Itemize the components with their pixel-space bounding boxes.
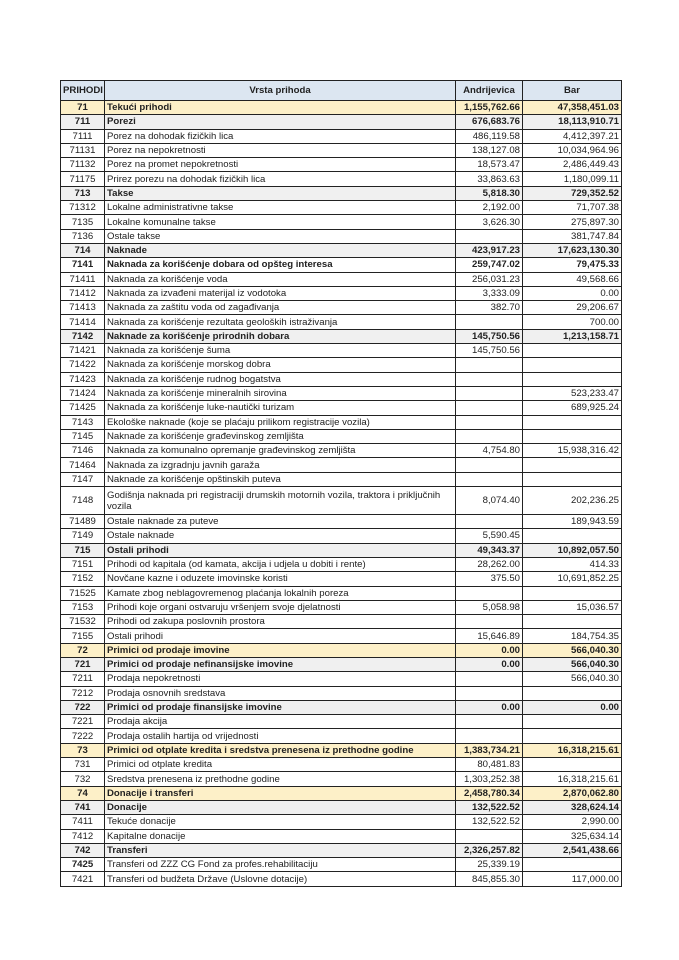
row-code: 732 [61,772,105,786]
row-description: Porezi [105,115,456,129]
row-bar [523,415,622,429]
table-row [61,401,622,415]
row-bar: 17,623,130.30 [523,243,622,257]
row-description: Novčane kazne i oduzete imovinske koristi [105,572,456,586]
row-andrijevica: 0.00 [456,657,523,671]
row-description: Prodaja akcija [105,715,456,729]
table-row [61,458,622,472]
row-code: 7425 [61,858,105,872]
table-row [61,786,622,800]
table-row [61,515,622,529]
row-code: 7152 [61,572,105,586]
row-bar [523,344,622,358]
row-description: Naknada za korišćenje voda [105,272,456,286]
row-bar: 700.00 [523,315,622,329]
row-description: Ostali prihodi [105,543,456,557]
row-description: Lokalne komunalne takse [105,215,456,229]
table-row [61,615,622,629]
row-description: Tekuće donacije [105,815,456,829]
row-bar: 566,040.30 [523,643,622,657]
row-andrijevica [456,829,523,843]
row-description: Naknade za korišćenje građevinskog zemljišta [105,429,456,443]
row-description: Primici od prodaje nefinansijske imovine [105,657,456,671]
row-bar: 381,747.84 [523,229,622,243]
row-bar: 4,412,397.21 [523,129,622,143]
row-code: 71413 [61,301,105,315]
row-description: Naknada za izgradnju javnih garaža [105,458,456,472]
table-row [61,758,622,772]
row-bar: 523,233.47 [523,386,622,400]
table-row [61,672,622,686]
row-description: Prihodi koje organi ostvaruju vršenjem svoje djelatnosti [105,600,456,614]
row-bar [523,729,622,743]
row-bar: 16,318,215.61 [523,743,622,757]
row-andrijevica [456,672,523,686]
table-row [61,344,622,358]
header-code: PRIHODI [61,81,105,101]
row-code: 7142 [61,329,105,343]
row-bar [523,858,622,872]
row-andrijevica [456,372,523,386]
table-row [61,143,622,157]
row-description: Primici od prodaje imovine [105,643,456,657]
row-code: 71312 [61,201,105,215]
row-andrijevica: 1,383,734.21 [456,743,523,757]
row-bar: 414.33 [523,557,622,571]
row-andrijevica: 138,127.08 [456,143,523,157]
row-andrijevica: 145,750.56 [456,329,523,343]
row-description: Ekološke naknade (koje se plaćaju prilikom registracije vozila) [105,415,456,429]
row-andrijevica: 423,917.23 [456,243,523,257]
row-andrijevica [456,515,523,529]
row-description: Ostale naknade [105,529,456,543]
table-row [61,386,622,400]
row-bar: 1,180,099.11 [523,172,622,186]
row-code: 7148 [61,487,105,515]
row-andrijevica: 3,333.09 [456,286,523,300]
row-code: 722 [61,700,105,714]
row-bar: 2,990.00 [523,815,622,829]
row-bar [523,686,622,700]
table-row [61,843,622,857]
row-andrijevica: 132,522.52 [456,800,523,814]
table-row [61,372,622,386]
table-row [61,429,622,443]
row-code: 7147 [61,472,105,486]
table-row [61,243,622,257]
header-andrijevica: Andrijevica [456,81,523,101]
row-code: 711 [61,115,105,129]
table-row [61,186,622,200]
row-bar [523,529,622,543]
row-andrijevica: 18,573.47 [456,158,523,172]
row-code: 71425 [61,401,105,415]
table-row [61,657,622,671]
table-row [61,629,622,643]
row-description: Kamate zbog neblagovremenog plaćanja lokalnih poreza [105,586,456,600]
row-description: Naknada za korišćenje rudnog bogatstva [105,372,456,386]
table-row [61,729,622,743]
row-andrijevica: 0.00 [456,643,523,657]
row-description: Naknada za korišćenje rezultata geoloških istraživanja [105,315,456,329]
row-code: 7155 [61,629,105,643]
row-description: Ostale takse [105,229,456,243]
table-row [61,129,622,143]
table-row [61,229,622,243]
table-row [61,329,622,343]
table-row [61,715,622,729]
row-bar: 15,938,316.42 [523,444,622,458]
row-description: Kapitalne donacije [105,829,456,843]
table-header [61,81,622,101]
row-code: 7421 [61,872,105,886]
row-bar [523,458,622,472]
row-code: 7412 [61,829,105,843]
row-bar [523,586,622,600]
row-andrijevica: 256,031.23 [456,272,523,286]
row-code: 74 [61,786,105,800]
row-bar [523,429,622,443]
row-andrijevica: 28,262.00 [456,557,523,571]
table-row [61,557,622,571]
row-description: Tekući prihodi [105,101,456,115]
row-bar: 2,486,449.43 [523,158,622,172]
row-bar: 1,213,158.71 [523,329,622,343]
row-bar: 729,352.52 [523,186,622,200]
row-andrijevica: 2,458,780.34 [456,786,523,800]
table-row [61,472,622,486]
row-description: Donacije i transferi [105,786,456,800]
row-bar: 10,892,057.50 [523,543,622,557]
row-code: 71422 [61,358,105,372]
table-row [61,858,622,872]
row-andrijevica: 25,339.19 [456,858,523,872]
row-description: Prihodi od kapitala (od kamata, akcija i udjela u dobiti i rente) [105,557,456,571]
row-code: 7221 [61,715,105,729]
table-row [61,829,622,843]
row-andrijevica: 15,646.89 [456,629,523,643]
row-bar: 117,000.00 [523,872,622,886]
row-bar: 275,897.30 [523,215,622,229]
row-code: 71131 [61,143,105,157]
row-andrijevica [456,586,523,600]
row-code: 71489 [61,515,105,529]
row-code: 71412 [61,286,105,300]
row-bar: 2,541,438.66 [523,843,622,857]
table-row [61,286,622,300]
table-body [61,101,622,887]
row-andrijevica: 382.70 [456,301,523,315]
row-bar: 79,475.33 [523,258,622,272]
row-description: Naknada za korišćenje morskog dobra [105,358,456,372]
row-description: Naknada za zaštitu voda od zagađivanja [105,301,456,315]
revenue-table [60,80,622,887]
row-description: Primici od otplate kredita [105,758,456,772]
row-bar: 0.00 [523,700,622,714]
table-row [61,444,622,458]
row-code: 731 [61,758,105,772]
row-code: 7149 [61,529,105,543]
row-description: Naknade za korišćenje prirodnih dobara [105,329,456,343]
table-row [61,772,622,786]
row-bar: 689,925.24 [523,401,622,415]
row-code: 71414 [61,315,105,329]
row-code: 7146 [61,444,105,458]
row-andrijevica: 676,683.76 [456,115,523,129]
row-bar: 328,624.14 [523,800,622,814]
table-row [61,686,622,700]
row-bar [523,372,622,386]
row-andrijevica [456,429,523,443]
row-description: Prirez porezu na dohodak fizičkih lica [105,172,456,186]
row-code: 713 [61,186,105,200]
row-code: 71532 [61,615,105,629]
row-andrijevica: 5,818.30 [456,186,523,200]
row-description: Naknada za korišćenje luke-nautički turizam [105,401,456,415]
row-andrijevica: 8,074.40 [456,487,523,515]
row-andrijevica: 2,326,257.82 [456,843,523,857]
row-bar: 29,206.67 [523,301,622,315]
row-code: 721 [61,657,105,671]
row-andrijevica: 145,750.56 [456,344,523,358]
row-description: Transferi [105,843,456,857]
row-code: 7111 [61,129,105,143]
row-code: 71411 [61,272,105,286]
row-code: 7135 [61,215,105,229]
row-andrijevica: 2,192.00 [456,201,523,215]
row-bar: 202,236.25 [523,487,622,515]
row-andrijevica [456,458,523,472]
row-description: Prodaja nepokretnosti [105,672,456,686]
row-andrijevica [456,415,523,429]
row-code: 715 [61,543,105,557]
row-andrijevica: 80,481.83 [456,758,523,772]
row-description: Prodaja ostalih hartija od vrijednosti [105,729,456,743]
row-code: 71525 [61,586,105,600]
row-andrijevica [456,472,523,486]
row-description: Porez na nepokretnosti [105,143,456,157]
row-andrijevica: 1,303,252.38 [456,772,523,786]
row-code: 714 [61,243,105,257]
table-row [61,258,622,272]
row-andrijevica: 5,590.45 [456,529,523,543]
row-description: Takse [105,186,456,200]
row-andrijevica [456,715,523,729]
row-description: Porez na promet nepokretnosti [105,158,456,172]
table-row [61,743,622,757]
row-description: Lokalne administrativne takse [105,201,456,215]
row-bar [523,358,622,372]
row-andrijevica: 33,863.63 [456,172,523,186]
row-code: 71132 [61,158,105,172]
row-andrijevica [456,386,523,400]
table-row [61,815,622,829]
header-desc: Vrsta prihoda [105,81,456,101]
row-bar: 10,034,964.96 [523,143,622,157]
table-row [61,872,622,886]
row-bar: 16,318,215.61 [523,772,622,786]
row-andrijevica: 845,855.30 [456,872,523,886]
row-bar: 2,870,062.80 [523,786,622,800]
row-bar: 184,754.35 [523,629,622,643]
row-andrijevica: 5,058.98 [456,600,523,614]
row-bar: 49,568.66 [523,272,622,286]
table-row [61,115,622,129]
row-bar: 0.00 [523,286,622,300]
row-andrijevica: 4,754.80 [456,444,523,458]
row-code: 7411 [61,815,105,829]
row-code: 7143 [61,415,105,429]
row-description: Naknade [105,243,456,257]
table-row [61,586,622,600]
row-bar [523,758,622,772]
row-description: Ostali prihodi [105,629,456,643]
row-description: Naknada za korišćenje mineralnih sirovina [105,386,456,400]
row-bar: 15,036.57 [523,600,622,614]
table-row [61,529,622,543]
row-code: 73 [61,743,105,757]
row-description: Transferi od budžeta Države (Uslovne dotacije) [105,872,456,886]
row-bar: 566,040.30 [523,672,622,686]
row-bar [523,615,622,629]
row-code: 7141 [61,258,105,272]
table-row [61,643,622,657]
row-bar: 47,358,451.03 [523,101,622,115]
row-code: 7222 [61,729,105,743]
row-description: Naknada za korišćenje šuma [105,344,456,358]
table-row [61,543,622,557]
table-row [61,172,622,186]
row-andrijevica [456,729,523,743]
row-andrijevica [456,358,523,372]
row-description: Naknada za komunalno opremanje građevinskog zemljišta [105,444,456,458]
table-row [61,600,622,614]
row-bar: 325,634.14 [523,829,622,843]
row-code: 7151 [61,557,105,571]
row-andrijevica: 132,522.52 [456,815,523,829]
row-andrijevica [456,229,523,243]
row-code: 71421 [61,344,105,358]
row-andrijevica: 259,747.02 [456,258,523,272]
row-description: Ostale naknade za puteve [105,515,456,529]
row-andrijevica [456,686,523,700]
row-description: Naknada za izvađeni materijal iz vodotoka [105,286,456,300]
row-andrijevica: 3,626.30 [456,215,523,229]
row-andrijevica [456,315,523,329]
row-description: Porez na dohodak fizičkih lica [105,129,456,143]
row-code: 71423 [61,372,105,386]
table-row [61,358,622,372]
row-andrijevica [456,615,523,629]
row-description: Naknada za korišćenje dobara od opšteg interesa [105,258,456,272]
row-code: 7136 [61,229,105,243]
row-description: Prodaja osnovnih sredstava [105,686,456,700]
table-row [61,700,622,714]
row-bar: 18,113,910.71 [523,115,622,129]
table-row [61,201,622,215]
row-description: Godišnja naknada pri registraciji drumskih motornih vozila, traktora i priključnih vozila [105,487,456,515]
row-andrijevica: 1,155,762.66 [456,101,523,115]
row-code: 71464 [61,458,105,472]
table-row [61,572,622,586]
row-andrijevica [456,401,523,415]
table-row [61,487,622,515]
row-code: 742 [61,843,105,857]
row-andrijevica: 486,119.58 [456,129,523,143]
row-description: Sredstva prenesena iz prethodne godine [105,772,456,786]
row-andrijevica: 49,343.37 [456,543,523,557]
table-row [61,272,622,286]
row-code: 71 [61,101,105,115]
row-code: 741 [61,800,105,814]
table-row [61,158,622,172]
row-description: Transferi od ZZZ CG Fond za profes.rehabilitaciju [105,858,456,872]
row-description: Prihodi od zakupa poslovnih prostora [105,615,456,629]
table-row [61,800,622,814]
row-code: 7145 [61,429,105,443]
row-code: 7153 [61,600,105,614]
table-row [61,315,622,329]
row-code: 7212 [61,686,105,700]
row-bar [523,472,622,486]
header-bar: Bar [523,81,622,101]
table-row [61,415,622,429]
row-bar [523,715,622,729]
row-code: 72 [61,643,105,657]
table-row [61,301,622,315]
table-row [61,215,622,229]
row-description: Donacije [105,800,456,814]
row-andrijevica: 0.00 [456,700,523,714]
row-bar: 10,691,852.25 [523,572,622,586]
row-description: Primici od otplate kredita i sredstva prenesena iz prethodne godine [105,743,456,757]
row-bar: 189,943.59 [523,515,622,529]
row-bar: 71,707.38 [523,201,622,215]
row-andrijevica: 375.50 [456,572,523,586]
table-row [61,101,622,115]
row-bar: 566,040.30 [523,657,622,671]
row-code: 71175 [61,172,105,186]
row-code: 7211 [61,672,105,686]
row-code: 71424 [61,386,105,400]
row-description: Primici od prodaje finansijske imovine [105,700,456,714]
row-description: Naknade za korišćenje opštinskih puteva [105,472,456,486]
